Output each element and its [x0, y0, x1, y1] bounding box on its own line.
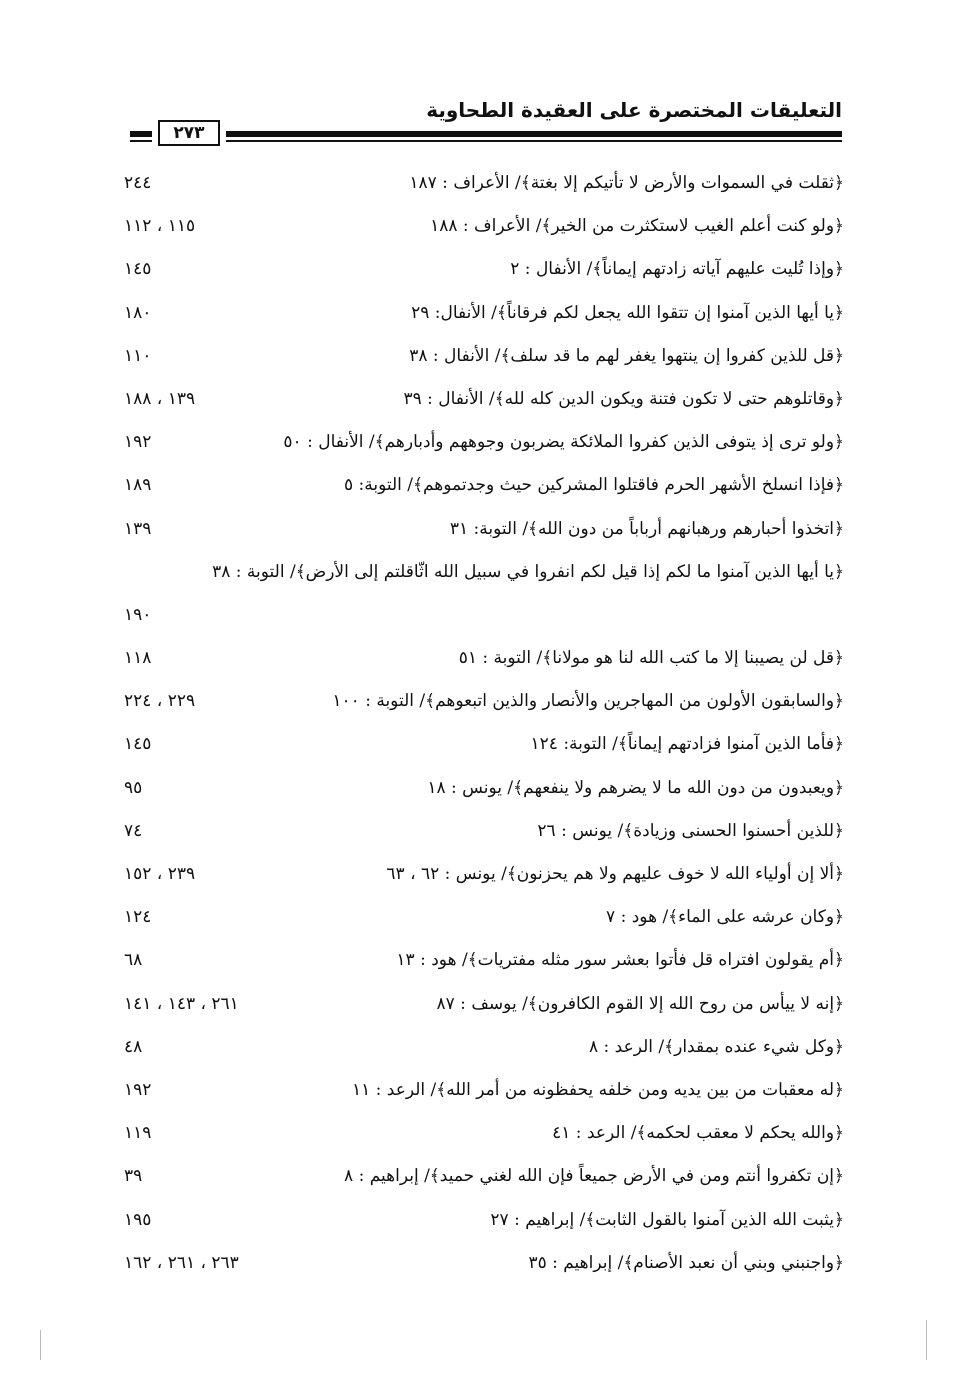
page-references: ١٤٥	[124, 734, 152, 755]
index-entry	[124, 637, 844, 680]
page-references: ١٣٩ ، ١٨٨	[124, 388, 196, 409]
verse-reference: ﴿ثقلت في السموات والأرض لا تأتيكم إلا بغتة﴾/ الأعراف : ١٨٧	[409, 173, 844, 193]
verse-reference: ﴿للذين أحسنوا الحسنى وزيادة﴾/ يونس : ٢٦	[537, 820, 844, 841]
index-entry	[124, 205, 844, 248]
page-references: ٢٤٤	[124, 173, 152, 193]
index-entry	[124, 162, 844, 205]
verse-reference: ﴿وكل شيء عنده بمقدار﴾/ الرعد : ٨	[589, 1036, 844, 1057]
index-entry	[124, 421, 844, 464]
index-entry	[124, 378, 844, 421]
page-references: ٢٦٣ ، ٢٦١ ، ١٦٢	[124, 1252, 239, 1273]
verse-reference: ﴿والله يحكم لا معقب لحكمه﴾/ الرعد : ٤١	[552, 1123, 844, 1144]
scan-edge-mark	[926, 1320, 927, 1360]
page-references: ٩٥	[124, 777, 143, 798]
verse-reference: ﴿والسابقون الأولون من المهاجرين والأنصار والذين اتبعوهم﴾/ التوبة : ١٠٠	[332, 691, 844, 712]
page-references: ٤٨	[124, 1036, 143, 1057]
index-entry	[124, 896, 844, 939]
verse-reference: ﴿له معقبات من بين يديه ومن خلفه يحفظونه من أمر الله﴾/ الرعد : ١١	[352, 1079, 844, 1100]
verse-reference: ﴿إنه لا ييأس من روح الله إلا القوم الكافرون﴾/ يوسف : ٨٧	[436, 993, 844, 1014]
verse-reference: ﴿ويعبدون من دون الله ما لا يضرهم ولا ينفعهم﴾/ يونس : ١٨	[427, 777, 844, 798]
verse-reference: ﴿واجنبني وبني أن نعبد الأصنام﴾/ إبراهيم : ٣٥	[528, 1252, 844, 1273]
header-rule	[226, 131, 842, 137]
index-entry	[124, 853, 844, 896]
index-entry	[124, 464, 844, 507]
page-header	[130, 96, 842, 156]
verse-reference: ﴿ولو كنت أعلم الغيب لاستكثرت من الخير﴾/ الأعراف : ١٨٨	[430, 216, 844, 237]
index-entry	[124, 810, 844, 853]
page-number: ٢٧٣	[158, 120, 220, 146]
index-entry	[124, 292, 844, 335]
index-entry	[124, 1242, 844, 1285]
page-references: ١٩٢	[124, 432, 152, 453]
index-entry	[124, 335, 844, 378]
index-entry	[124, 767, 844, 810]
index-entry	[124, 508, 844, 551]
page-references: ٢٦١ ، ١٤٣ ، ١٤١	[124, 993, 239, 1014]
header-rule-thin	[226, 140, 842, 142]
page-references: ٧٤	[124, 820, 143, 841]
index-entry	[124, 723, 844, 766]
verse-reference: ﴿يا أيها الذين آمنوا ما لكم إذا قيل لكم انفروا في سبيل الله اثّاقلتم إلى الأرض﴾/ التوبة : ٣٨	[212, 561, 844, 582]
index-entry	[124, 248, 844, 291]
verse-reference: ﴿أم يقولون افتراه قل فأتوا بعشر سور مثله مفتريات﴾/ هود : ١٣	[396, 950, 844, 971]
verse-reference: ﴿ألا إن أولياء الله لا خوف عليهم ولا هم يحزنون﴾/ يونس : ٦٢ ، ٦٣	[386, 864, 844, 885]
index-entry	[124, 1069, 844, 1112]
verse-reference: ﴿وقاتلوهم حتى لا تكون فتنة ويكون الدين كله لله﴾/ الأنفال : ٣٩	[403, 388, 844, 409]
verse-reference: ﴿وإذا تُليت عليهم آياته زادتهم إيماناً﴾/ الأنفال : ٢	[510, 259, 844, 280]
index-entry	[124, 1112, 844, 1155]
verse-reference: ﴿وكان عرشه على الماء﴾/ هود : ٧	[606, 907, 844, 928]
page-references: ١٩٠	[124, 604, 152, 625]
page-references: ١٣٩	[124, 518, 152, 539]
index-entry	[124, 1155, 844, 1198]
page-references: ١٤٥	[124, 259, 152, 280]
verse-reference: ﴿إن تكفروا أنتم ومن في الأرض جميعاً فإن الله لغني حميد﴾/ إبراهيم : ٨	[344, 1166, 844, 1187]
page-references: ٣٩	[124, 1166, 143, 1187]
verse-reference: ﴿فإذا انسلخ الأشهر الحرم فاقتلوا المشركين حيث وجدتموهم﴾/ التوبة: ٥	[343, 475, 844, 496]
scan-edge-mark	[40, 1330, 41, 1360]
verse-reference: ﴿يا أيها الذين آمنوا إن تتقوا الله يجعل لكم فرقاناً﴾/ الأنفال: ٢٩	[411, 302, 844, 323]
index-entry	[124, 1026, 844, 1069]
verse-reference: ﴿قل لن يصيبنا إلا ما كتب الله لنا هو مولانا﴾/ التوبة : ٥١	[458, 648, 844, 669]
header-rule-left-thin	[130, 140, 152, 142]
verse-reference: ﴿ولو ترى إذ يتوفى الذين كفروا الملائكة يضربون وجوههم وأدبارهم﴾/ الأنفال : ٥٠	[283, 432, 844, 453]
page-references: ١٨٠	[124, 302, 152, 323]
page-references: ٦٨	[124, 950, 143, 971]
verse-index-list	[124, 162, 844, 1285]
index-entry	[124, 983, 844, 1026]
verse-reference: ﴿اتخذوا أحبارهم ورهبانهم أرباباً من دون الله﴾/ التوبة: ٣١	[449, 518, 844, 539]
verse-reference: ﴿قل للذين كفروا إن ينتهوا يغفر لهم ما قد سلف﴾/ الأنفال : ٣٨	[409, 345, 844, 366]
page-references: ١١٨	[124, 648, 152, 669]
verse-reference: ﴿يثبت الله الذين آمنوا بالقول الثابت﴾/ إبراهيم : ٢٧	[490, 1209, 844, 1230]
index-entry	[124, 680, 844, 723]
page-references: ١٢٤	[124, 907, 152, 928]
page-references: ١٩٢	[124, 1079, 152, 1100]
page-references: ١١٠	[124, 345, 152, 366]
header-rule-left	[130, 131, 152, 137]
page-references: ١١٥ ، ١١٢	[124, 216, 196, 237]
page-references: ١١٩	[124, 1123, 152, 1144]
index-entry	[124, 939, 844, 982]
index-entry	[124, 551, 844, 637]
page-references: ١٩٥	[124, 1209, 152, 1230]
page-references: ٢٣٩ ، ١٥٢	[124, 864, 196, 885]
page-references: ٢٢٩ ، ٢٢٤	[124, 691, 196, 712]
index-entry	[124, 1199, 844, 1242]
running-title: التعليقات المختصرة على العقيدة الطحاوية	[426, 98, 842, 122]
verse-reference: ﴿فأما الذين آمنوا فزادتهم إيماناً﴾/ التوبة: ١٢٤	[530, 734, 844, 755]
page-references: ١٨٩	[124, 475, 152, 496]
